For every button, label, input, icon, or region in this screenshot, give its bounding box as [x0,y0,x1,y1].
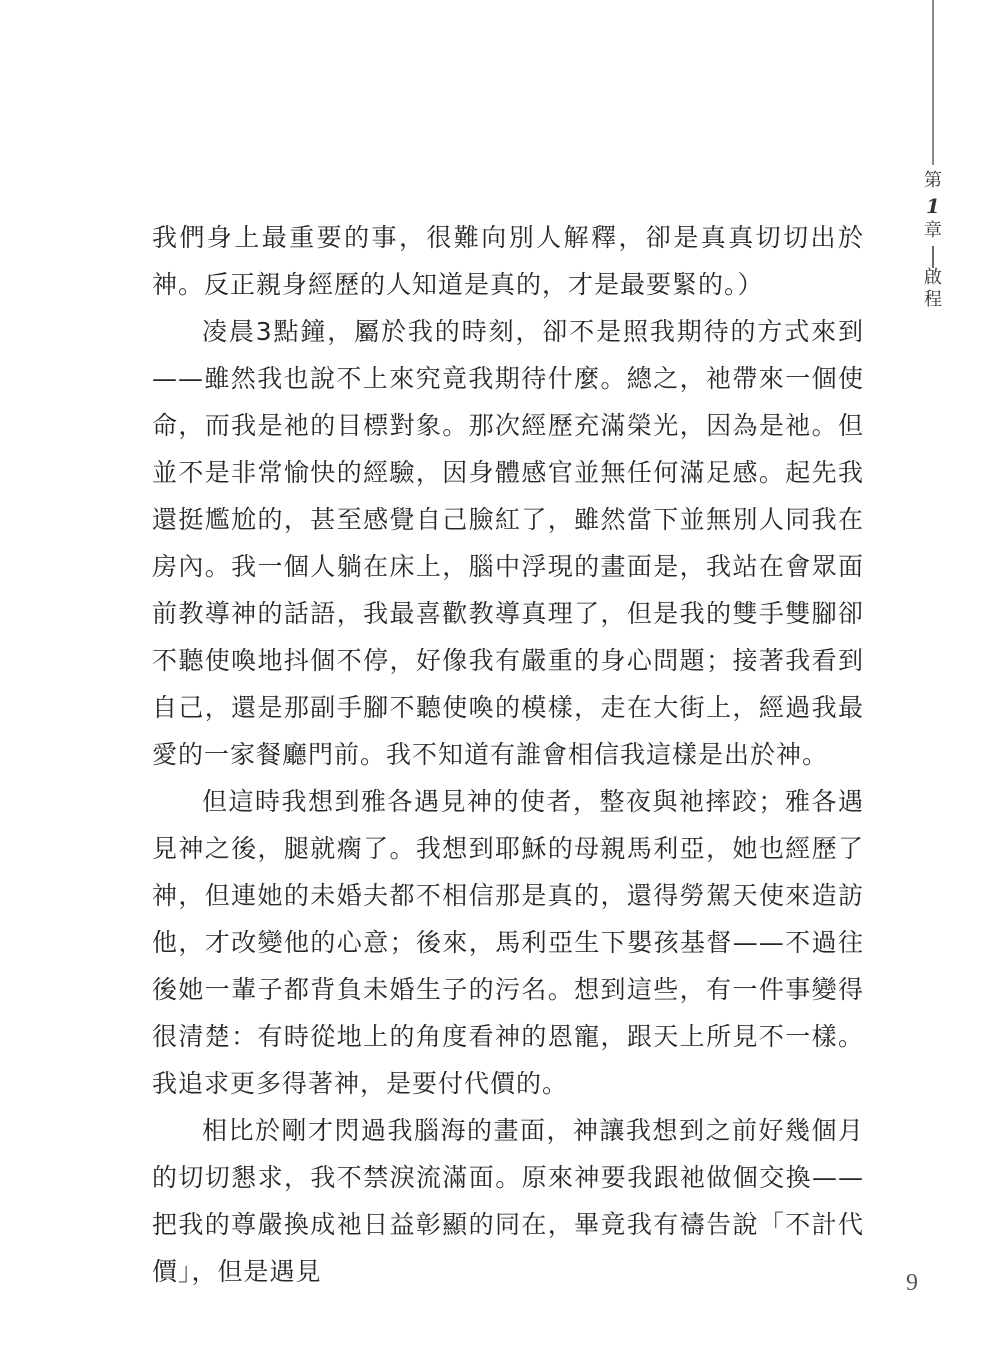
chapter-title-char-2: 程 [924,288,942,310]
paragraph-4: 相比於剛才閃過我腦海的畫面，神讓我想到之前好幾個月的切切懇求，我不禁淚流滿面。原來神要我跟祂做個交換——把我的尊嚴換成祂日益彰顯的同在，畢竟我有禱告說「不計代價」，但是遇見 [152,1116,864,1286]
chapter-number: 1 [926,193,940,218]
paragraph-3: 但這時我想到雅各遇見神的使者，整夜與祂摔跤；雅各遇見神之後，腿就瘸了。我想到耶穌的母親馬利亞，她也經歷了神，但連她的未婚夫都不相信那是真的，還得勞駕天使來造訪他，才改變他的心意；後來，馬利亞生下嬰孩基督——不過往後她一輩子都背負未婚生子的污名。想到這些，有一件事變得很清楚：有時從地上的角度看神的恩寵，跟天上所見不一樣。我追求更多得著神，是要付代價的。 [152,787,864,1098]
page-number: 9 [906,1270,918,1296]
paragraph-2: 凌晨3點鐘，屬於我的時刻，卻不是照我期待的方式來到——雖然我也說不上來究竟我期待什麼。總之，祂帶來一個使命，而我是祂的目標對象。那次經歷充滿榮光，因為是祂。但並不是非常愉快的經驗，因身體感官並無任何滿足感。起先我還挺尷尬的，甚至感覺自己臉紅了，雖然當下並無別人同我在房內。我一個人躺在床上，腦中浮現的畫面是，我站在會眾面前教導神的話語，我最喜歡教導真理了，但是我的雙手雙腳卻不聽使喚地抖個不停，好像我有嚴重的身心問題；接著我看到自己，還是那副手腳不聽使喚的模樣，走在大街上，經過我最愛的一家餐廳門前。我不知道有誰會相信我這樣是出於神。 [152,317,864,769]
chapter-label-mid: 章 [924,219,942,241]
chapter-title-char-1: 啟 [924,267,942,289]
paragraph-1: 我們身上最重要的事，很難向別人解釋，卻是真真切切出於神。反正親身經歷的人知道是真的，才是最要緊的。） [152,223,864,299]
body-text [152,214,864,1295]
chapter-label-top: 第 [924,170,942,191]
chapter-marker [918,170,948,310]
margin-rule-top [932,0,934,165]
chapter-marker-gap [918,241,948,267]
